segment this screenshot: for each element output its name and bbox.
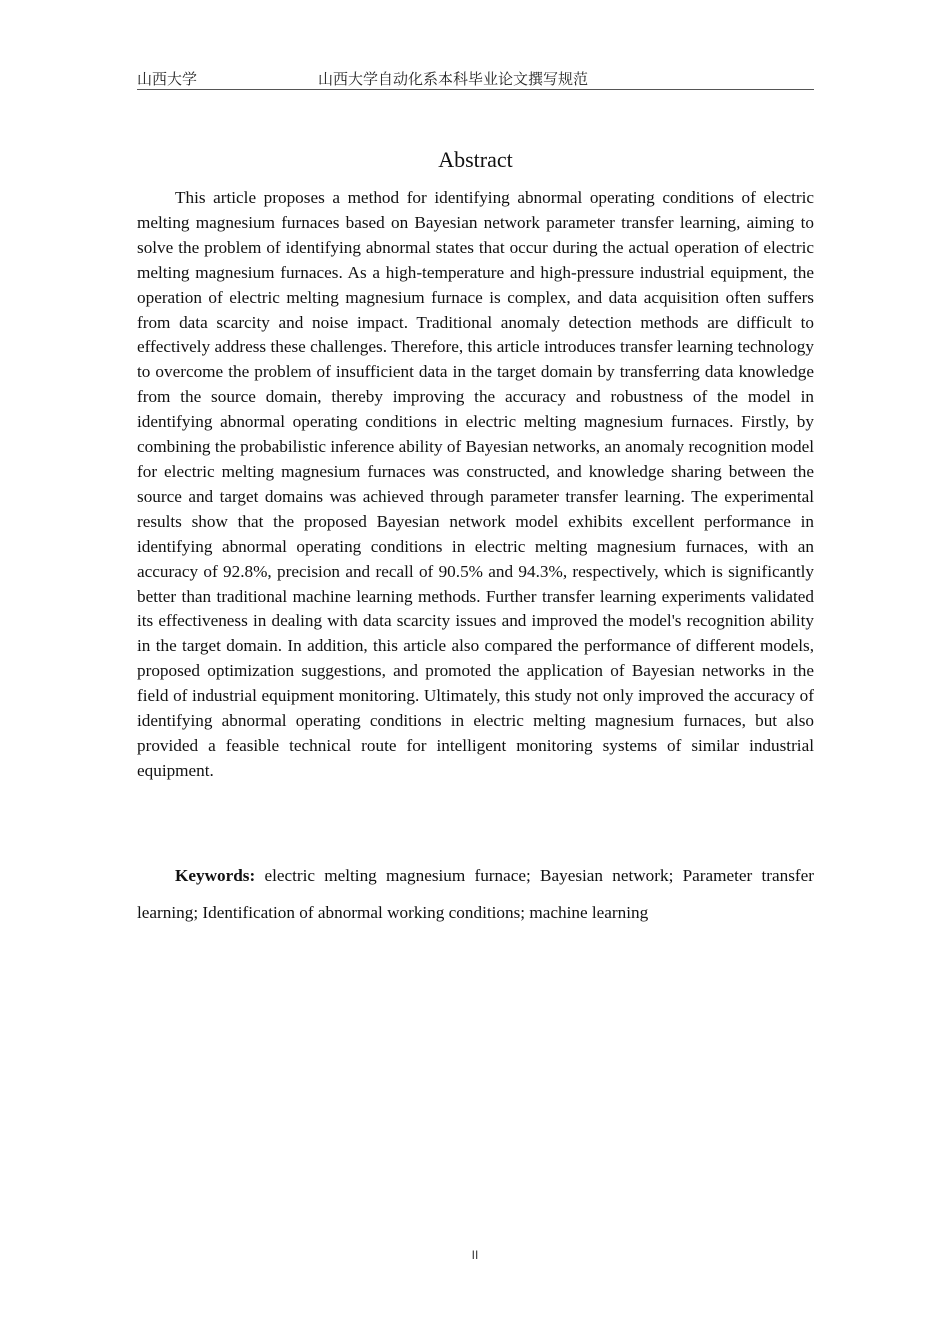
running-header (137, 68, 814, 90)
abstract-body: This article proposes a method for identifying abnormal operating conditions of electric melting magnesium furnaces based on Bayesian network parameter transfer learning, aiming to solve the problem of identifying abnormal states that occur during the actual operation of electric melting magnesium furnaces. As a high-temperature and high-pressure industrial equipment, the operation of electric melting magnesium furnace is complex, and data acquisition often suffers from data scarcity and noise impact. Traditional anomaly detection methods are difficult to effectively address these challenges. Therefore, this article introduces transfer learning technology to overcome the problem of insufficient data in the target domain by transferring data knowledge from the source domain, thereby improving the accuracy and robustness of the model in identifying abnormal operating conditions in electric melting magnesium furnaces. Firstly, by combining the probabilistic inference ability of Bayesian networks, an anomaly recognition model for electric melting magnesium furnaces was constructed, and knowledge sharing between the source and target domains was achieved through parameter transfer learning. The experimental results show that the proposed Bayesian network model exhibits excellent performance in identifying abnormal operating conditions in electric melting magnesium furnaces, with an accuracy of 92.8%, precision and recall of 90.5% and 94.3%, respectively, which is significantly better than traditional machine learning methods. Further transfer learning experiments validated its effectiveness in dealing with data scarcity issues and improved the model's recognition ability in the target domain. In addition, this article also compared the performance of different models, proposed optimization suggestions, and promoted the application of Bayesian networks in the field of industrial equipment monitoring. Ultimately, this study not only improved the accuracy of identifying abnormal operating conditions in electric melting magnesium furnaces, but also provided a feasible technical route for intelligent monitoring systems of similar industrial equipment. (137, 188, 814, 780)
page-number: II (471, 1248, 479, 1262)
keywords-label: Keywords: (175, 866, 256, 885)
keywords-text: electric melting magnesium furnace; Bayesian network; Parameter transfer learning; Identification of abnormal working conditions; machine learning (137, 866, 814, 922)
section-title: Abstract (438, 147, 513, 172)
keywords-paragraph (137, 857, 814, 931)
header-document-title: 山西大学自动化系本科毕业论文撰写规范 (318, 72, 589, 88)
header-university: 山西大学 (137, 72, 198, 88)
